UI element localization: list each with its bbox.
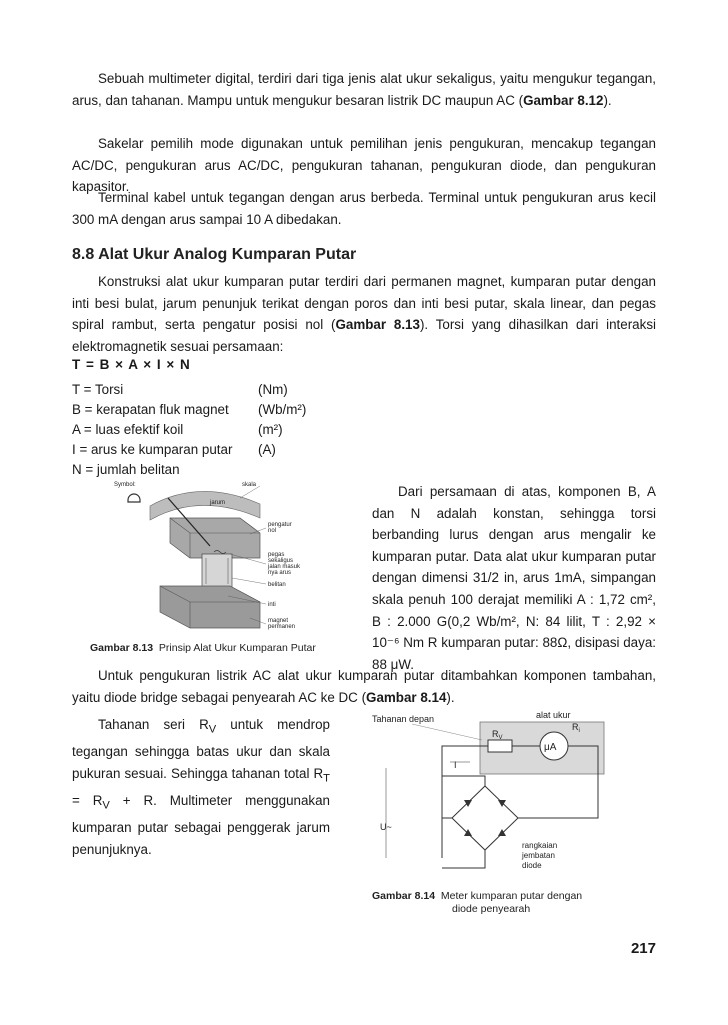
- figure-8-14-circuit: [372, 708, 612, 888]
- label-sekaligus: sekaligus: [268, 558, 294, 564]
- label-jalan-masuk: jalan masuk: [268, 564, 300, 570]
- p4-end: ). Torsi yang dihasilkan dari interaksi elektromagnetik sesuai persamaan:: [72, 317, 656, 354]
- p1-end: ).: [603, 92, 612, 108]
- caption-number: Gambar 8.14: [372, 890, 436, 902]
- lower-magnet: [160, 586, 260, 628]
- label-rv: $R_V$: [492, 729, 503, 741]
- definition-term: A = luas efektif koil: [72, 422, 184, 437]
- resistor-rv: [488, 740, 512, 752]
- p7-text-c: = R: [72, 793, 103, 809]
- label-belitan: belitan: [268, 582, 286, 588]
- definition-term: B = kerapatan fluk magnet: [72, 402, 229, 417]
- p7-text-b: untuk mendrop tegangan sehingga batas ukur dan skala pukuran sesuai. Sehingga tahanan total R: [72, 717, 330, 781]
- definition-row: [72, 460, 306, 480]
- paragraph-tahanan-seri: [72, 714, 330, 861]
- caption-text: Meter kumparan putar dengan: [440, 890, 583, 902]
- moving-coil: [202, 554, 232, 588]
- p6-end: ).: [446, 689, 455, 705]
- p6-text: Untuk pengukuran listrik AC alat ukur kumparan putar ditambahkan komponen tambahan, yaitu diode bridge sebagai penyearah AC ke DC (: [72, 668, 656, 705]
- label-skala: skala: [242, 482, 257, 488]
- p1-text: Sebuah multimeter digital, terdiri dari tiga jenis alat ukur sekaligus, yaitu mengukur tegangan, arus, dan tahanan. Mampu untuk mengukur besaran listrik DC maupun AC (: [72, 71, 656, 108]
- label-diode: diode: [522, 861, 542, 870]
- figure-8-14-caption: [372, 890, 582, 916]
- p6-figure-ref: Gambar 8.14: [366, 689, 447, 705]
- p7-sub3: V: [102, 799, 110, 812]
- p4-figure-ref: Gambar 8.13: [335, 317, 420, 333]
- torque-formula: T = B × A × I × N: [72, 357, 191, 372]
- label-nya-arus: nya arus: [268, 570, 292, 576]
- definition-row: [72, 420, 306, 440]
- definition-row: [72, 400, 306, 420]
- caption-number: Gambar 8.13: [90, 642, 154, 654]
- label-current-i: I: [454, 760, 457, 770]
- figure-8-13-illustration: [110, 478, 300, 636]
- variable-definitions: [72, 380, 306, 480]
- p7-text: Tahanan seri R: [98, 717, 209, 732]
- p4-text: Konstruksi alat ukur kumparan putar terdiri dari permanen magnet, kumparan putar dengan inti besi bulat, jarum penunjuk terikat dengan poros dan inti besi putar, skala linear, dan pegas spiral rambut, serta pengatur posisi nol (: [72, 274, 656, 333]
- figure-8-13-caption: [90, 642, 316, 654]
- paragraph-persamaan: [372, 481, 656, 675]
- p1-figure-ref: Gambar 8.12: [523, 92, 604, 108]
- caption-text: Prinsip Alat Ukur Kumparan Putar: [158, 642, 316, 654]
- label-alat-ukur: alat ukur: [536, 710, 571, 720]
- meter-symbol-icon: [128, 494, 140, 502]
- paragraph-multimeter-digital: [72, 68, 656, 111]
- definition-row: [72, 380, 306, 400]
- diode-icon: [464, 800, 472, 807]
- caption-text-line2: diode penyearah: [452, 903, 531, 915]
- diode-icon: [498, 800, 506, 807]
- definition-term: N = jumlah belitan: [72, 462, 180, 477]
- diode-bridge: [452, 786, 518, 850]
- definition-unit: (Wb/m²): [258, 402, 307, 417]
- label-ri: $R_i$: [572, 722, 580, 734]
- p5-text: Dari persamaan di atas, komponen B, A dan N adalah konstan, sehingga torsi berbanding lurus dengan arus mengalir ke kumparan putar. Data alat ukur kumparan putar dengan dimensi 31/2 in, arus 1mA, simpangan skala penuh 100 derajat memiliki A : 1,72 cm², B : 2.000 G(0,2 Wb/m², N: 84 lilit, T : 2,92 × 10⁻⁶ Nm R kumparan putar: 88Ω, disipasi daya: 88 μW.: [372, 484, 656, 672]
- paragraph-terminal: [72, 187, 656, 230]
- label-permanen: permanen: [268, 624, 296, 630]
- label-tahanan-depan: Tahanan depan: [372, 714, 435, 724]
- page-number: 217: [630, 940, 656, 957]
- label-magnet: magnet: [268, 618, 289, 624]
- definition-row: [72, 440, 306, 460]
- paragraph-konstruksi: [72, 271, 656, 357]
- definition-unit: (m²): [258, 422, 283, 437]
- moving-coil-meter-drawing: [110, 478, 300, 636]
- label-rangkaian: rangkaian: [522, 841, 558, 850]
- label-pegas: pegas: [268, 552, 285, 558]
- label-ua: μA: [544, 742, 557, 753]
- p3-text: Terminal kabel untuk tegangan dengan arus berbeda. Terminal untuk pengukuran arus kecil 300 mA dengan arus sampai 10 A dibedakan.: [72, 190, 656, 227]
- p7-text-d: + R. Multimeter menggunakan kumparan putar sebagai penggerak jarum penunjuknya.: [72, 793, 330, 857]
- definition-unit: (Nm): [258, 382, 288, 397]
- diode-icon: [498, 829, 506, 836]
- definition-unit: (A): [258, 442, 276, 457]
- diode-icon: [464, 829, 472, 836]
- label-jarum: jarum: [210, 500, 226, 506]
- label-inti: inti: [268, 602, 276, 608]
- paragraph-pengukuran-ac: [72, 665, 656, 708]
- p7-sub: V: [208, 723, 217, 736]
- diode-bridge-circuit-drawing: [372, 708, 612, 888]
- label-symbol: Symbol:: [114, 482, 136, 488]
- label-nol: nol: [268, 528, 277, 534]
- definition-term: T = Torsi: [72, 382, 124, 397]
- section-heading: 8.8 Alat Ukur Analog Kumparan Putar: [72, 246, 357, 263]
- p2-text: Sakelar pemilih mode digunakan untuk pemilihan jenis pengukuran, mencakup tegangan AC/DC, pengukuran arus AC/DC, pengukuran tahanan, pengukuran diode, dan pengukuran kapasitor.: [72, 136, 656, 195]
- upper-magnet: [170, 518, 260, 558]
- label-pengatur: pengatur: [268, 522, 292, 528]
- label-source-u: U~: [380, 822, 392, 832]
- label-jembatan: jembatan: [522, 851, 555, 860]
- definition-term: I = arus ke kumparan putar: [72, 442, 233, 457]
- p7-sub2: T: [323, 772, 330, 785]
